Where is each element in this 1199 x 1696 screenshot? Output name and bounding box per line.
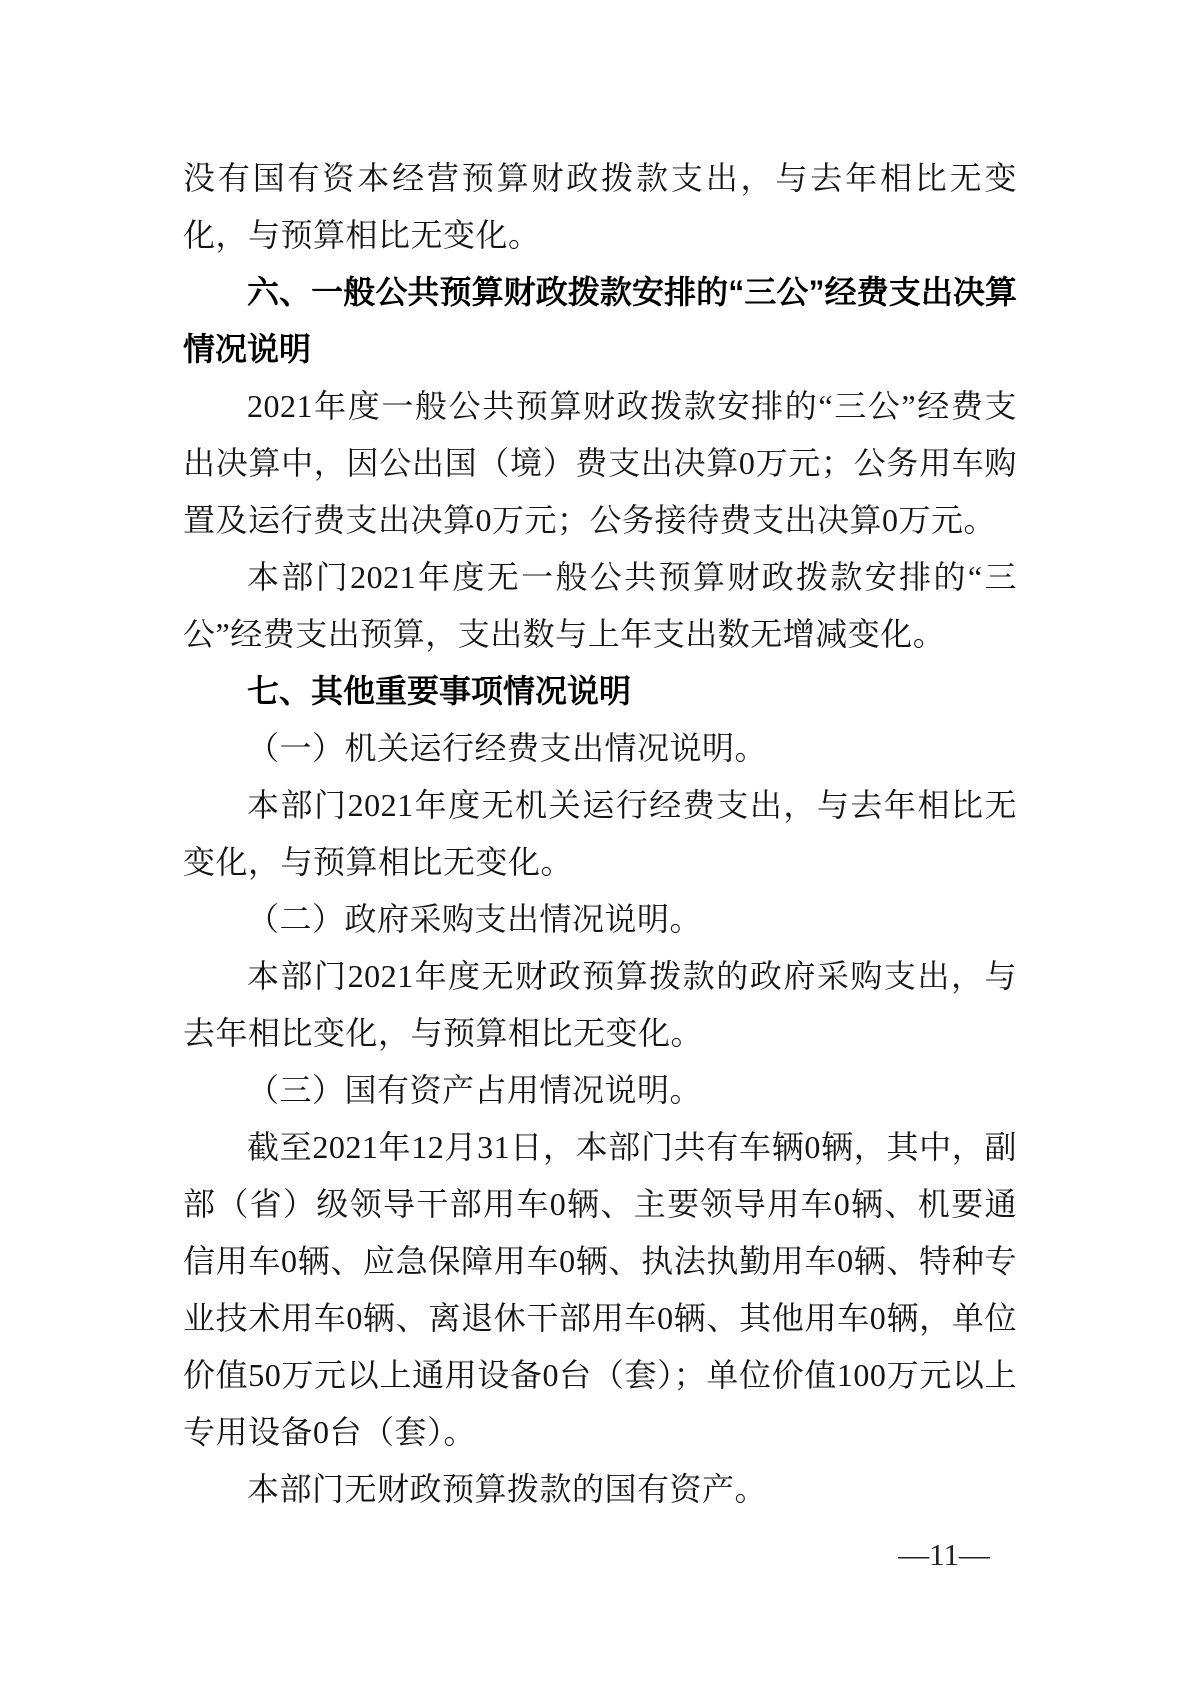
paragraph: 本部门无财政预算拨款的国有资产。 [247, 1471, 768, 1507]
document-body [183, 150, 1017, 1518]
section-heading-7: 七、其他重要事项情况说明 [247, 673, 632, 709]
subsection-heading-3: （三）国有资产占用情况说明。 [247, 1072, 703, 1108]
paragraph: 截至2021年12月31日，本部门共有车辆0辆，其中，副部（省）级领导干部用车0辆、主要领导用车0辆、机要通信用车0辆、应急保障用车0辆、执法执勤用车0辆、特种专业技术用车0辆、离退休干部用车0辆、其他用车0辆，单位价值50万元以上通用设备0台（套）；单位价值100万元以上专用设备0台（套）。 [183, 1129, 1017, 1450]
paragraph: 本部门2021年度无一般公共预算财政拨款安排的“三公”经费支出预算，支出数与上年支出数无增减变化。 [183, 559, 1017, 652]
subsection-heading-1: （一）机关运行经费支出情况说明。 [247, 730, 768, 766]
subsection-heading-2: （二）政府采购支出情况说明。 [247, 901, 703, 937]
paragraph: 2021年度一般公共预算财政拨款安排的“三公”经费支出决算中，因公出国（境）费支出决算0万元；公务用车购置及运行费支出决算0万元；公务接待费支出决算0万元。 [183, 388, 1017, 538]
paragraph: 本部门2021年度无财政预算拨款的政府采购支出，与去年相比变化，与预算相比无变化。 [183, 958, 1017, 1051]
paragraph: 本部门2021年度无机关运行经费支出，与去年相比无变化，与预算相比无变化。 [183, 787, 1017, 880]
page-number: —11— [898, 1537, 990, 1572]
section-heading-6: 六、一般公共预算财政拨款安排的“三公”经费支出决算情况说明 [183, 274, 1017, 367]
paragraph-continuation: 没有国有资本经营预算财政拨款支出，与去年相比无变化，与预算相比无变化。 [183, 160, 1017, 253]
